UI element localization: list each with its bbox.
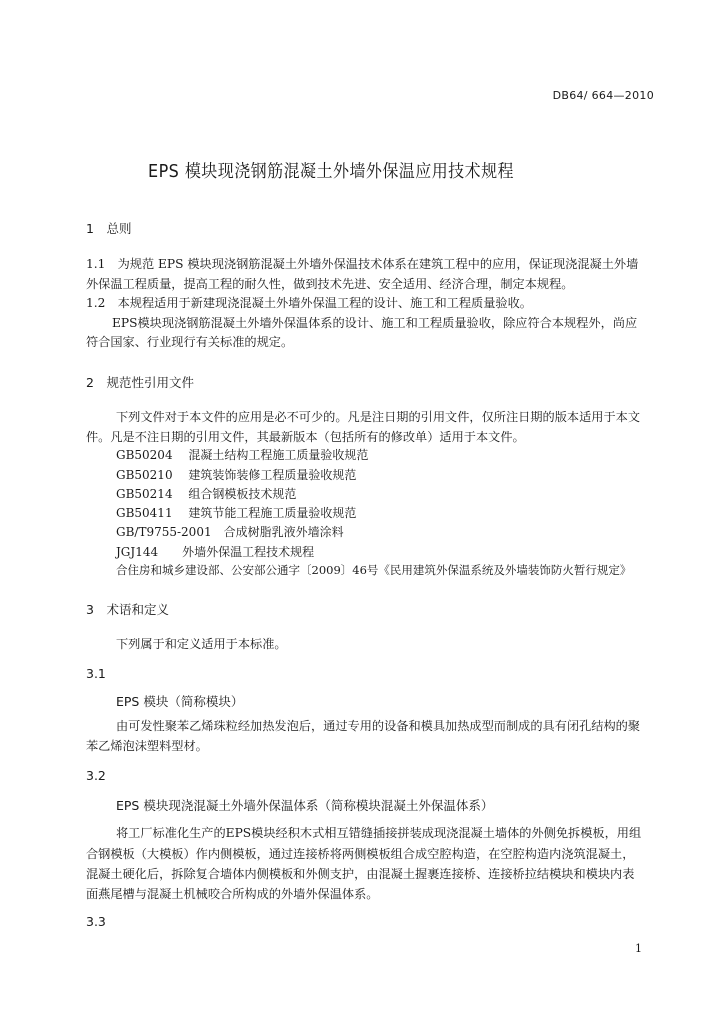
- clause-1-1-line-1: 1.1 为规范 EPS 模块现浇钢筋混凝土外墙外保温技术体系在建筑工程中的应用，保证现浇混凝土外墙: [86, 257, 639, 271]
- section-2-intro-line-2: 件。凡是不注日期的引用文件，其最新版本（包括所有的修改单）适用于本文件。: [86, 430, 525, 444]
- clause-1-1-line-2: 外保温工程质量，提高工程的耐久性，做到技术先进、安全适用、经济合理，制定本规程。: [86, 277, 574, 291]
- section-3-heading: 3 术语和定义: [86, 602, 169, 617]
- term-3-3-number: 3.3: [86, 914, 106, 929]
- term-3-1-number: 3.1: [86, 666, 106, 681]
- document-title: EPS 模块现浇钢筋混凝土外墙外保温应用技术规程: [148, 162, 515, 182]
- term-3-2-def-line-2: 合钢模板（大模板）作内侧模板，通过连接桥将两侧模板组合成空腔构造，在空腔构造内浇筑混凝土，: [86, 847, 635, 861]
- term-3-1-def-line-2: 苯乙烯泡沫塑料型材。: [86, 739, 208, 753]
- term-3-1-def-line-1: 由可发性聚苯乙烯珠粒经加热发泡后，通过专用的设备和模具加热成型而制成的具有闭孔结构的聚: [116, 719, 641, 733]
- section-3-intro: 下列属于和定义适用于本标准。: [116, 637, 287, 651]
- term-3-2-def-line-1: 将工厂标准化生产的EPS模块经积木式相互错缝插接拼装成现浇混凝土墙体的外侧免拆模板，用组: [116, 826, 642, 840]
- reference-item: JGJ144 外墙外保温工程技术规程: [116, 545, 315, 559]
- clause-1-2-para-line-2: 符合国家、行业现行有关标准的规定。: [86, 335, 294, 349]
- clause-1-2: 1.2 本规程适用于新建现浇混凝土外墙外保温工程的设计、施工和工程质量验收。: [86, 296, 532, 310]
- reference-item: GB50214 组合钢模板技术规范: [116, 487, 297, 501]
- term-3-1-title: EPS 模块（简称模块）: [116, 694, 244, 709]
- term-3-2-def-line-3: 混凝土硬化后，拆除复合墙体内侧模板和外侧支护，由混凝土握裹连接桥、连接桥拉结模块和模块内表: [86, 867, 635, 881]
- section-2-intro-line-1: 下列文件对于本文件的应用是必不可少的。凡是注日期的引用文件，仅所注日期的版本适用于本文: [116, 410, 641, 424]
- page-number: 1: [635, 942, 642, 955]
- reference-item: GB50210 建筑装饰装修工程质量验收规范: [116, 468, 357, 482]
- clause-1-2-para-line-1: EPS模块现浇钢筋混凝土外墙外保温体系的设计、施工和工程质量验收，除应符合本规程外，尚应: [112, 316, 638, 330]
- reference-item: GB50411 建筑节能工程施工质量验收规范: [116, 506, 357, 520]
- reference-item: GB50204 混凝土结构工程施工质量验收规范: [116, 448, 369, 462]
- term-3-2-number: 3.2: [86, 768, 106, 783]
- term-3-2-title: EPS 模块现浇混凝土外墙外保温体系（简称模块混凝土外保温体系）: [116, 798, 494, 813]
- section-2-heading: 2 规范性引用文件: [86, 375, 194, 390]
- reference-item: GB/T9755-2001 合成树脂乳液外墙涂料: [116, 525, 344, 539]
- reference-item: 合住房和城乡建设部、公安部公通字〔2009〕46号《民用建筑外保温系统及外墙装饰防火暂行规定》: [116, 563, 632, 577]
- standard-code: DB64/ 664—2010: [552, 89, 654, 102]
- term-3-2-def-line-4: 面燕尾槽与混凝土机械咬合所构成的外墙外保温体系。: [86, 887, 379, 901]
- section-1-heading: 1 总则: [86, 221, 132, 236]
